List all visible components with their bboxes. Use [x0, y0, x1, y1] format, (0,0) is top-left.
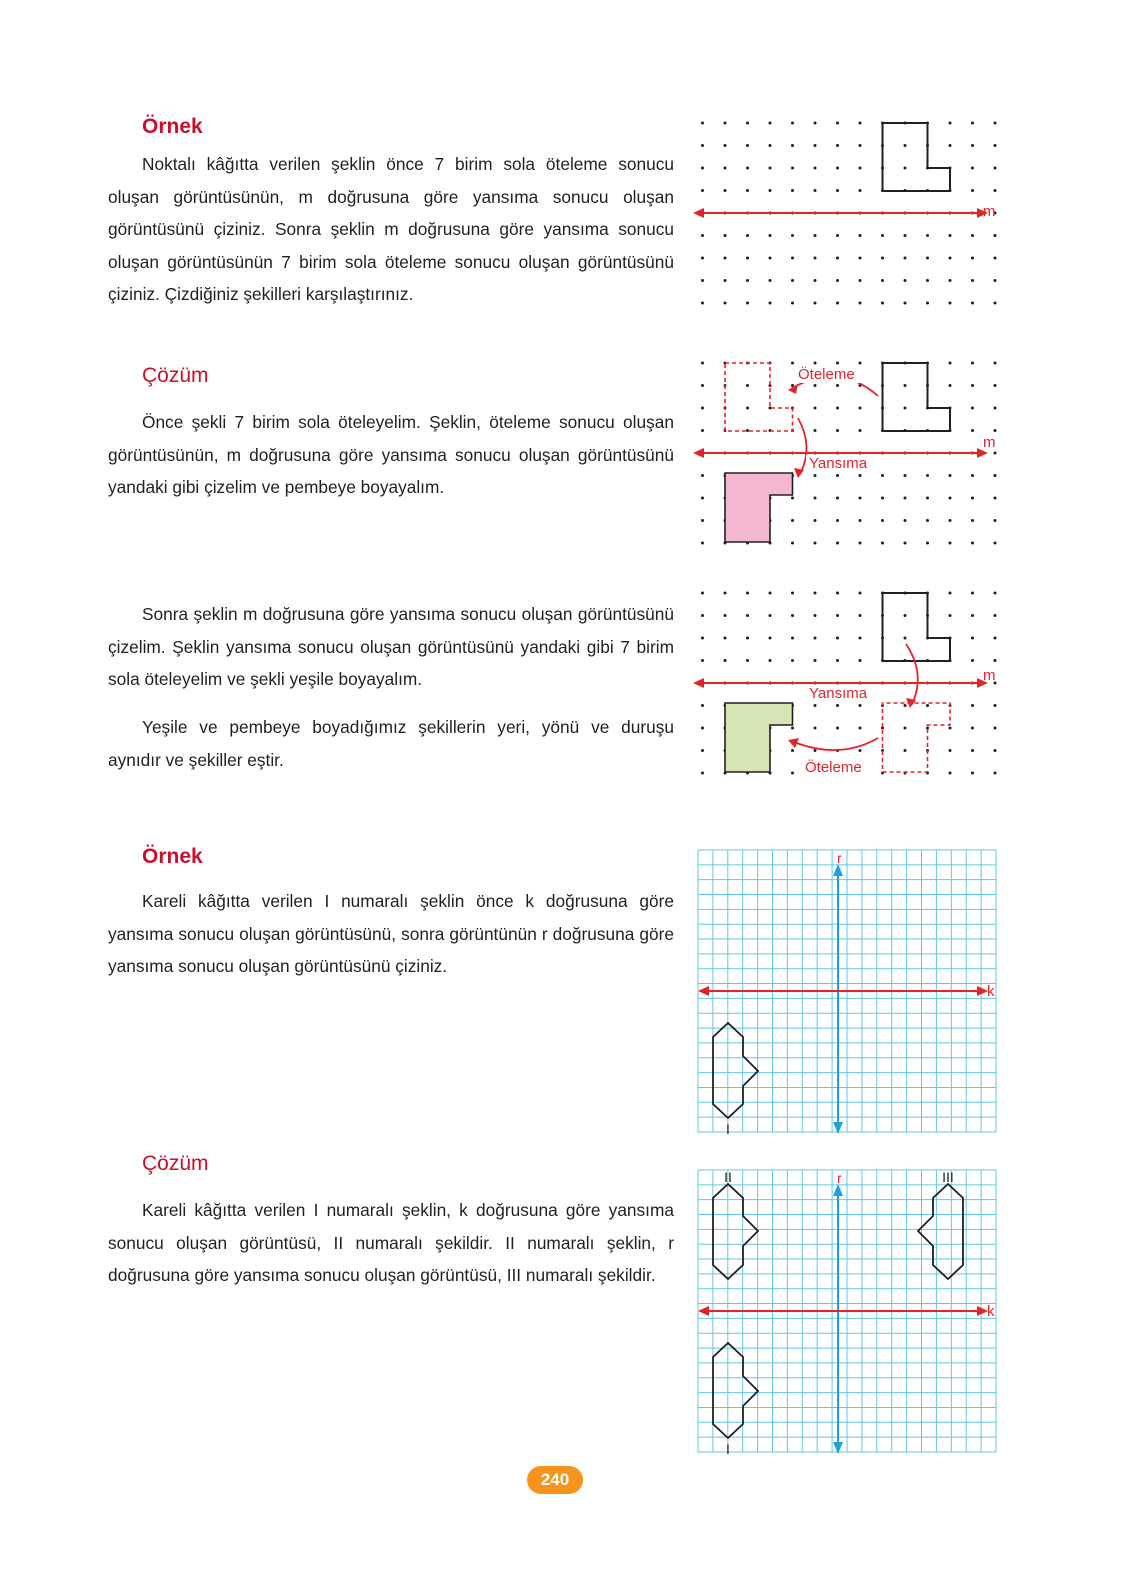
solution-text-2: Sonra şeklin m doğrusuna göre yansıma sonucu oluşan görüntüsünü çizelim. Şeklin yansıma sonucu oluşan görüntüsünü yandaki gibi 7 birim sola öteleyelim ve şekli yeşile boyayalım. — [108, 604, 674, 689]
dot-figure-2 — [690, 352, 1010, 552]
l-shape-green-image — [725, 703, 793, 772]
grid-dot — [814, 167, 817, 170]
example-text: Noktalı kâğıtta verilen şeklin önce 7 birim sola öteleme sonucu oluşan görüntüsünün, m doğrusuna göre yansıma sonucu oluşan görüntüsünü çiziniz. Sonra şeklin m doğrusuna göre yansıma sonucu oluşan görüntüsünün 7 birim sola öteleme sonucu oluşan görüntüsünü çiziniz. Çizdiğiniz şekilleri karşılaştırınız. — [108, 154, 674, 304]
grid-dot — [791, 637, 794, 640]
grid-dot — [859, 592, 862, 595]
grid-dot — [814, 257, 817, 260]
grid-dot — [701, 727, 704, 730]
example-heading: Örnek — [142, 115, 203, 138]
grid-dot — [971, 189, 974, 192]
grid-dot — [881, 257, 884, 260]
grid-dot — [746, 122, 749, 125]
grid-dot — [701, 302, 704, 305]
line-m-label: m — [983, 203, 996, 220]
grid-dot — [724, 144, 727, 147]
grid-dot — [881, 279, 884, 282]
grid-dot — [814, 302, 817, 305]
grid-dot — [791, 279, 794, 282]
grid-dot — [814, 542, 817, 545]
grid-dot — [904, 542, 907, 545]
shape-I-label: I — [726, 1121, 730, 1137]
grid-dot — [859, 519, 862, 522]
grid-dot — [994, 234, 997, 237]
grid-dot — [791, 302, 794, 305]
grid-dot — [926, 519, 929, 522]
grid-dot — [994, 727, 997, 730]
grid-dot — [994, 407, 997, 410]
grid-dot — [994, 497, 997, 500]
solution-heading: Çözüm — [142, 364, 209, 387]
grid-dot — [769, 592, 772, 595]
grid-dot — [859, 144, 862, 147]
grid-dot — [971, 279, 974, 282]
grid-dot — [971, 234, 974, 237]
l-shape-pink-image — [725, 473, 793, 542]
grid-dot — [701, 407, 704, 410]
grid-dot — [814, 637, 817, 640]
grid-dot — [971, 302, 974, 305]
grid-dot — [971, 362, 974, 365]
grid-dot — [746, 144, 749, 147]
grid-dot — [836, 234, 839, 237]
l-shape-translated — [725, 363, 793, 431]
grid-dot — [701, 189, 704, 192]
grid-dot — [791, 542, 794, 545]
grid-dot — [859, 122, 862, 125]
grid-dot — [814, 749, 817, 752]
grid-dot — [904, 234, 907, 237]
grid-dot — [791, 749, 794, 752]
grid-dot — [994, 302, 997, 305]
grid-dot — [971, 592, 974, 595]
grid-dot — [971, 542, 974, 545]
dot-figure-1 — [690, 112, 1010, 312]
grid-dot — [926, 497, 929, 500]
grid-dot — [994, 474, 997, 477]
grid-dot — [724, 592, 727, 595]
grid-dot — [814, 497, 817, 500]
grid-dot — [746, 429, 749, 432]
grid-dot — [904, 727, 907, 730]
grid-dot — [836, 189, 839, 192]
grid-dot — [971, 122, 974, 125]
grid-dot — [814, 519, 817, 522]
grid-dot — [971, 614, 974, 617]
grid-dot — [949, 474, 952, 477]
grid-dot — [746, 407, 749, 410]
shape-III-label: III — [942, 1169, 954, 1185]
grid-dot — [859, 189, 862, 192]
grid-figure-2 — [698, 1170, 1008, 1460]
grid-dot — [791, 592, 794, 595]
grid-dot — [904, 279, 907, 282]
grid-dot — [769, 144, 772, 147]
grid-dot — [746, 234, 749, 237]
grid-dot — [791, 362, 794, 365]
grid-dot — [994, 384, 997, 387]
grid-dot — [836, 659, 839, 662]
grid-dot — [746, 302, 749, 305]
grid-dot — [949, 497, 952, 500]
grid-dot — [994, 659, 997, 662]
grid-dot — [859, 614, 862, 617]
solution-heading-2: Çözüm — [142, 1152, 209, 1175]
grid-dot — [814, 122, 817, 125]
grid-dot — [971, 167, 974, 170]
grid-dot — [994, 749, 997, 752]
grid-dot — [836, 122, 839, 125]
grid-dot — [724, 659, 727, 662]
grid-dot — [949, 302, 952, 305]
grid-dot — [904, 257, 907, 260]
grid-dot — [971, 659, 974, 662]
grid-dot — [904, 614, 907, 617]
grid-dot — [836, 429, 839, 432]
grid-dot — [814, 189, 817, 192]
grid-dot — [994, 519, 997, 522]
grid-dot — [836, 362, 839, 365]
grid-dot — [971, 384, 974, 387]
grid-dot — [904, 407, 907, 410]
grid-dot — [836, 519, 839, 522]
grid-dot — [859, 362, 862, 365]
grid-dot — [836, 542, 839, 545]
grid-dot — [791, 614, 794, 617]
grid-dot — [724, 279, 727, 282]
grid-dot — [994, 592, 997, 595]
grid-dot — [949, 257, 952, 260]
grid-dot — [971, 519, 974, 522]
grid-dot — [769, 189, 772, 192]
grid-dot — [814, 614, 817, 617]
grid-dot — [881, 497, 884, 500]
grid-dot — [701, 637, 704, 640]
grid-dot — [859, 659, 862, 662]
grid-dot — [701, 234, 704, 237]
grid-dot — [971, 704, 974, 707]
grid-dot — [994, 704, 997, 707]
grid-dot — [791, 497, 794, 500]
grid-dot — [769, 234, 772, 237]
grid-dot — [769, 302, 772, 305]
grid-dot — [926, 542, 929, 545]
grid-dot — [994, 429, 997, 432]
grid-dot — [926, 234, 929, 237]
grid-dot — [859, 474, 862, 477]
grid-dot — [814, 234, 817, 237]
grid-dot — [859, 407, 862, 410]
grid-dot — [904, 167, 907, 170]
grid-dot — [971, 749, 974, 752]
grid-dot — [701, 279, 704, 282]
translation-arrow — [794, 738, 878, 750]
page-number-badge: 240 — [527, 1466, 583, 1494]
grid-dot — [859, 637, 862, 640]
grid-dot — [881, 302, 884, 305]
grid-dot — [994, 614, 997, 617]
grid-dot — [926, 257, 929, 260]
grid-dot — [814, 704, 817, 707]
grid-dot — [949, 519, 952, 522]
grid-dot — [904, 704, 907, 707]
grid-dot — [859, 234, 862, 237]
grid-dot — [859, 279, 862, 282]
grid-dot — [814, 659, 817, 662]
grid-dot — [746, 257, 749, 260]
grid-dot — [904, 749, 907, 752]
grid-dot — [701, 257, 704, 260]
grid-dot — [971, 772, 974, 775]
translation-label: Öteleme — [798, 366, 855, 383]
grid-dot — [949, 772, 952, 775]
grid-dot — [791, 257, 794, 260]
grid-dot — [949, 384, 952, 387]
grid-dot — [746, 614, 749, 617]
grid-dot — [814, 592, 817, 595]
grid-dot — [836, 279, 839, 282]
grid-dot — [859, 302, 862, 305]
grid-dot — [994, 362, 997, 365]
grid-dot — [701, 474, 704, 477]
grid-dot — [994, 279, 997, 282]
grid-dot — [701, 772, 704, 775]
grid-dot — [791, 144, 794, 147]
grid-dot — [746, 189, 749, 192]
grid-dot — [836, 614, 839, 617]
l-shape-original — [883, 363, 951, 431]
grid-dot — [971, 497, 974, 500]
grid-dot — [701, 144, 704, 147]
grid-dot — [701, 429, 704, 432]
reflection-label: Yansıma — [809, 455, 868, 472]
grid-dot — [881, 542, 884, 545]
example-text-2: Kareli kâğıtta verilen I numaralı şeklin önce k doğrusuna göre yansıma sonucu oluşan görüntüsünü, sonra görüntünün r doğrusuna göre yansıma sonucu oluşan görüntüsünü çiziniz. — [108, 891, 674, 976]
grid-dot — [836, 474, 839, 477]
grid-dot — [701, 542, 704, 545]
grid-dot — [949, 614, 952, 617]
grid-dot — [926, 704, 929, 707]
grid-dot — [859, 257, 862, 260]
grid-dot — [769, 257, 772, 260]
grid-dot — [904, 384, 907, 387]
grid-dot — [859, 704, 862, 707]
grid-dot — [701, 497, 704, 500]
grid-dot — [994, 144, 997, 147]
grid-dot — [859, 497, 862, 500]
grid-dot — [859, 542, 862, 545]
grid-dot — [814, 429, 817, 432]
grid-dot — [814, 727, 817, 730]
grid-dot — [994, 122, 997, 125]
line-m-label: m — [983, 434, 996, 451]
grid-dot — [724, 189, 727, 192]
reflection-label: Yansıma — [809, 685, 868, 702]
solution-text-1: Önce şekli 7 birim sola öteleyelim. Şeklin, öteleme sonucu oluşan görüntüsünün, m doğrusuna göre yansıma sonucu oluşan görüntüsünü yandaki gibi çizelim ve pembeye boyayalım. — [108, 412, 674, 497]
grid-dot — [701, 659, 704, 662]
grid-dot — [949, 727, 952, 730]
grid-dot — [769, 122, 772, 125]
grid-dot — [814, 144, 817, 147]
grid-dot — [769, 659, 772, 662]
grid-dot — [791, 234, 794, 237]
example-heading-2: Örnek — [142, 845, 203, 868]
grid-dot — [971, 474, 974, 477]
grid-dot — [904, 144, 907, 147]
grid-dot — [769, 614, 772, 617]
line-k-label: k — [987, 983, 995, 1000]
grid-dot — [701, 592, 704, 595]
grid-dot — [836, 144, 839, 147]
grid-dot — [746, 637, 749, 640]
grid-dot — [926, 302, 929, 305]
grid-dot — [791, 727, 794, 730]
shape-I-label: I — [726, 1441, 730, 1457]
grid-dot — [949, 362, 952, 365]
grid-dot — [859, 167, 862, 170]
grid-dot — [949, 592, 952, 595]
grid-dot — [949, 234, 952, 237]
grid-dot — [971, 257, 974, 260]
grid-dot — [724, 302, 727, 305]
grid-dot — [971, 407, 974, 410]
grid-dot — [701, 749, 704, 752]
grid-dot — [769, 279, 772, 282]
grid-dot — [881, 234, 884, 237]
grid-dot — [949, 749, 952, 752]
grid-dot — [949, 122, 952, 125]
solution-text-4: Kareli kâğıtta verilen I numaralı şeklin, k doğrusuna göre yansıma sonucu oluşan görüntüsü, II numaralı şekildir. II numaralı şeklin, r doğrusuna göre yansıma sonucu oluşan görüntüsü, III numaralı şekildir. — [108, 1200, 674, 1285]
grid-dot — [746, 279, 749, 282]
grid-dot — [836, 592, 839, 595]
grid-dot — [926, 474, 929, 477]
grid-dot — [859, 749, 862, 752]
grid-dot — [769, 167, 772, 170]
grid-dot — [701, 122, 704, 125]
l-shape-original — [883, 123, 951, 191]
grid-dot — [836, 384, 839, 387]
grid-dot — [701, 167, 704, 170]
grid-dot — [971, 429, 974, 432]
grid-dot — [791, 189, 794, 192]
grid-dot — [994, 189, 997, 192]
grid-dot — [994, 542, 997, 545]
line-r-label: r — [837, 850, 842, 866]
grid-dot — [769, 637, 772, 640]
grid-dot — [724, 234, 727, 237]
grid-dot — [904, 497, 907, 500]
grid-dot — [701, 362, 704, 365]
solution-text-3: Yeşile ve pembeye boyadığımız şekillerin yeri, yönü ve duruşu aynıdır ve şekiller eştir. — [108, 717, 674, 770]
dot-figure-3 — [690, 582, 1010, 782]
grid-dot — [836, 727, 839, 730]
grid-dot — [701, 519, 704, 522]
grid-dot — [926, 279, 929, 282]
grid-dot — [814, 474, 817, 477]
grid-dot — [836, 257, 839, 260]
grid-dot — [814, 362, 817, 365]
grid-dot — [724, 614, 727, 617]
grid-dot — [904, 519, 907, 522]
grid-dot — [836, 704, 839, 707]
grid-dot — [724, 122, 727, 125]
grid-dot — [836, 497, 839, 500]
grid-dot — [994, 772, 997, 775]
grid-dot — [724, 637, 727, 640]
grid-dot — [881, 474, 884, 477]
grid-dot — [746, 167, 749, 170]
l-shape-original — [883, 593, 951, 661]
grid-dot — [746, 659, 749, 662]
grid-dot — [859, 727, 862, 730]
grid-dot — [724, 257, 727, 260]
grid-dot — [859, 429, 862, 432]
grid-dot — [994, 257, 997, 260]
grid-dot — [791, 122, 794, 125]
reflection-arrow — [798, 418, 807, 474]
grid-dot — [836, 167, 839, 170]
grid-dot — [791, 659, 794, 662]
grid-dot — [949, 144, 952, 147]
grid-dot — [836, 407, 839, 410]
grid-dot — [904, 637, 907, 640]
grid-dot — [949, 279, 952, 282]
grid-dot — [881, 519, 884, 522]
grid-dot — [904, 302, 907, 305]
grid-dot — [971, 727, 974, 730]
grid-dot — [746, 384, 749, 387]
grid-dot — [814, 279, 817, 282]
grid-dot — [701, 614, 704, 617]
grid-figure-1 — [698, 850, 1008, 1140]
grid-dot — [746, 592, 749, 595]
l-shape-reflected — [883, 703, 951, 772]
grid-dot — [994, 637, 997, 640]
shape-II-label: II — [724, 1169, 732, 1185]
grid-dot — [994, 452, 997, 455]
grid-dot — [701, 384, 704, 387]
grid-dot — [791, 167, 794, 170]
grid-dot — [814, 407, 817, 410]
grid-dot — [994, 167, 997, 170]
grid-dot — [836, 302, 839, 305]
grid-dot — [791, 772, 794, 775]
line-m-label: m — [983, 667, 996, 684]
grid-dot — [971, 637, 974, 640]
line-r-label: r — [837, 1170, 842, 1186]
grid-dot — [971, 144, 974, 147]
translation-label: Öteleme — [805, 759, 862, 776]
grid-dot — [791, 519, 794, 522]
grid-dot — [836, 637, 839, 640]
grid-dot — [701, 704, 704, 707]
reflection-arrow — [906, 644, 918, 704]
grid-dot — [724, 167, 727, 170]
grid-dot — [904, 474, 907, 477]
line-k-label: k — [987, 1303, 995, 1320]
grid-dot — [949, 542, 952, 545]
grid-dot — [814, 384, 817, 387]
